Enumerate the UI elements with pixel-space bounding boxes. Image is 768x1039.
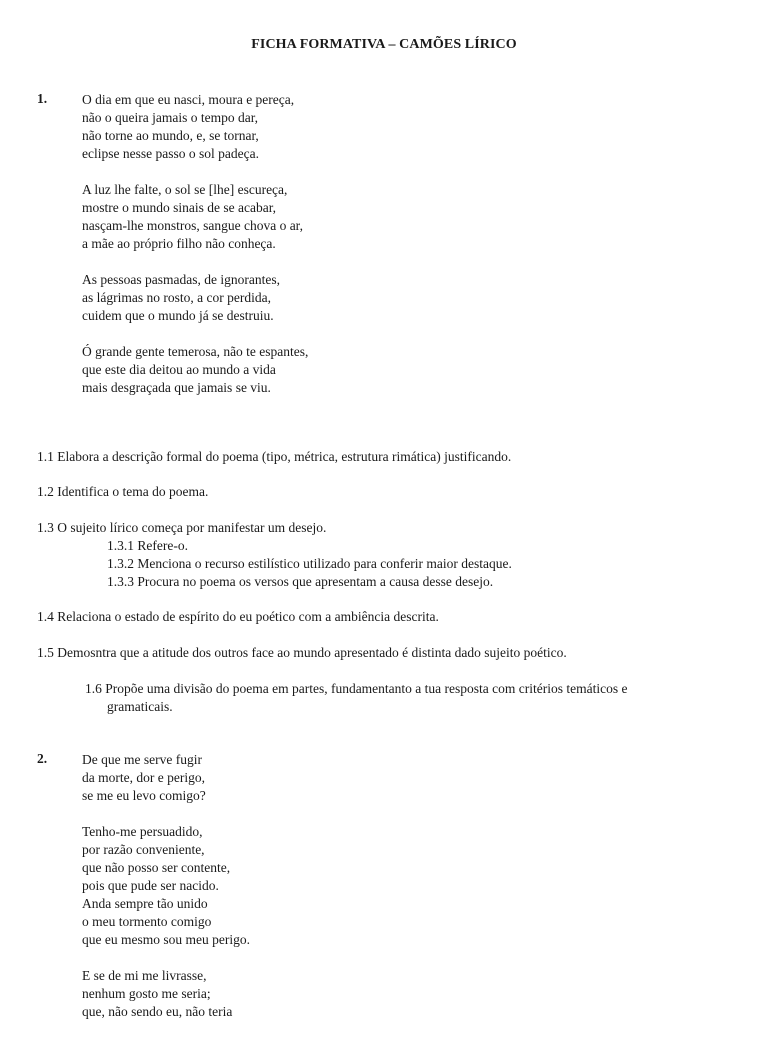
poem-line: o meu tormento comigo [82,914,212,929]
poem-line: Anda sempre tão unido [82,896,208,911]
poem-line: se me eu levo comigo? [82,788,206,803]
section-1-number: 1. [37,91,48,106]
poem-line: não torne ao mundo, e, se tornar, [82,128,259,143]
poem-1-stanza [82,91,308,163]
poem-2-stanza [82,823,250,949]
poem-line: da morte, dor e perigo, [82,770,205,785]
poem-line: A luz lhe falte, o sol se [lhe] escureça, [82,182,288,197]
question-1-6: 1.6 Propõe uma divisão do poema em partes, fundamentanto a tua resposta com critérios temáticos e [85,681,628,696]
question-1-6-continued: gramaticais. [107,699,173,714]
poem-1-stanza [82,271,308,325]
question-1-3-3: 1.3.3 Procura no poema os versos que apresentam a causa desse desejo. [107,574,494,589]
poem-line: De que me serve fugir [82,752,202,767]
poem-line: não o queira jamais o tempo dar, [82,110,259,125]
section-2-number: 2. [37,751,48,766]
poem-line: mostre o mundo sinais de se acabar, [82,200,277,215]
poem-line: As pessoas pasmadas, de ignorantes, [82,272,280,287]
question-1-2: 1.2 Identifica o tema do poema. [37,484,209,499]
poem-2-stanza [82,751,250,805]
question-1-3-1: 1.3.1 Refere-o. [107,538,188,553]
poem-line: que eu mesmo sou meu perigo. [82,932,250,947]
poem-2 [82,751,250,1039]
question-1-5: 1.5 Demosntra que a atitude dos outros face ao mundo apresentado é distinta dado sujeito poético. [37,645,567,660]
poem-line: pois que pude ser nacido. [82,878,219,893]
poem-line: mais desgraçada que jamais se viu. [82,380,271,395]
question-1-4: 1.4 Relaciona o estado de espírito do eu poético com a ambiência descrita. [37,609,439,624]
poem-line: Tenho-me persuadido, [82,824,203,839]
poem-line: O dia em que eu nasci, moura e pereça, [82,92,295,107]
question-1-1: 1.1 Elabora a descrição formal do poema (tipo, métrica, estrutura rimática) justificando. [37,449,512,464]
poem-line: que este dia deitou ao mundo a vida [82,362,276,377]
poem-1-stanza [82,181,308,253]
poem-line: as lágrimas no rosto, a cor perdida, [82,290,271,305]
poem-line: eclipse nesse passo o sol padeça. [82,146,259,161]
poem-2-stanza [82,967,250,1021]
poem-1 [82,91,308,415]
poem-line: E se de mi me livrasse, [82,968,207,983]
poem-line: por razão conveniente, [82,842,205,857]
poem-line: nenhum gosto me seria; [82,986,211,1001]
question-1-3-2: 1.3.2 Menciona o recurso estilístico utilizado para conferir maior destaque. [107,556,512,571]
poem-line: nasçam-lhe monstros, sangue chova o ar, [82,218,304,233]
poem-line: que, não sendo eu, não teria [82,1004,233,1019]
poem-line: que não posso ser contente, [82,860,231,875]
poem-line: cuidem que o mundo já se destruiu. [82,308,274,323]
page-title: FICHA FORMATIVA – CAMÕES LÍRICO [251,37,517,52]
poem-1-stanza [82,343,308,397]
poem-line: Ó grande gente temerosa, não te espantes, [82,344,309,359]
question-1-3: 1.3 O sujeito lírico começa por manifestar um desejo. [37,520,327,535]
poem-line: a mãe ao próprio filho não conheça. [82,236,276,251]
